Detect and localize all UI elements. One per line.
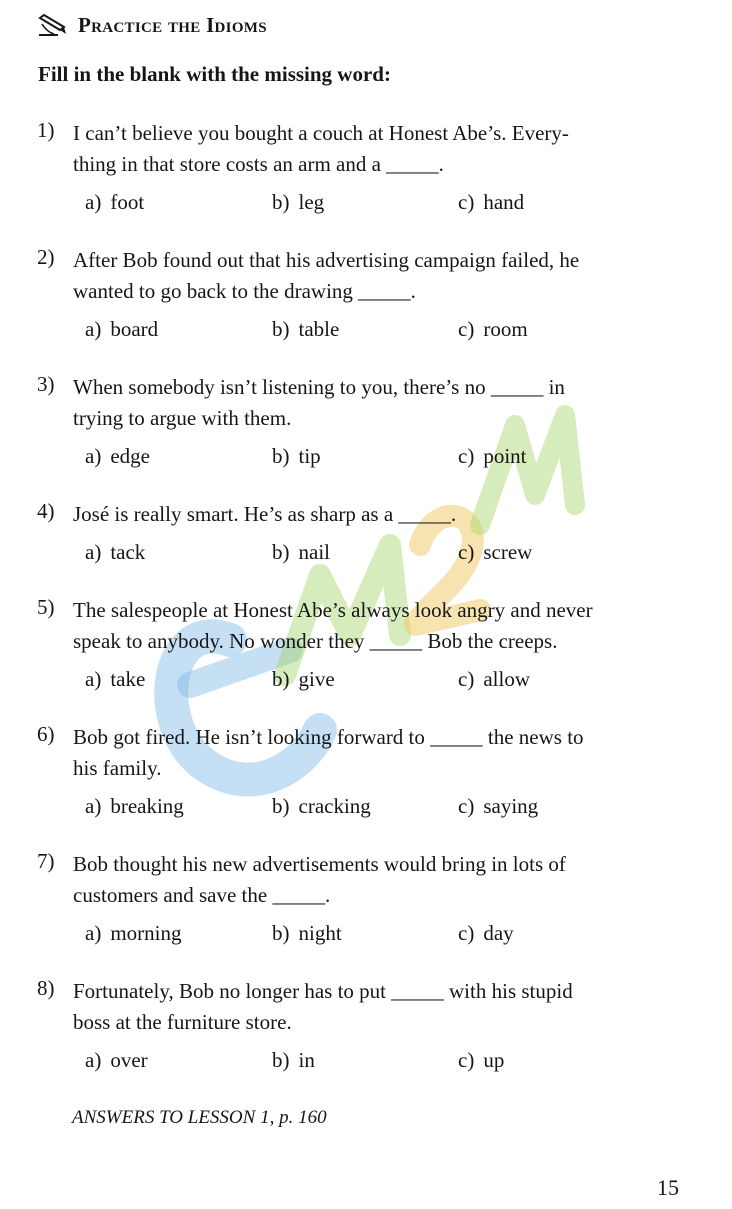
option-letter: b) — [272, 667, 290, 691]
question-text — [73, 849, 697, 911]
option-letter: c) — [458, 540, 475, 564]
answer-option — [458, 540, 532, 565]
answer-option — [85, 190, 144, 215]
option-letter: a) — [85, 190, 102, 214]
option-text: table — [298, 317, 340, 341]
question-line: trying to argue with them. — [73, 406, 292, 430]
option-letter: c) — [458, 317, 475, 341]
answer-option — [272, 921, 342, 946]
option-text: nail — [298, 540, 330, 564]
option-letter: c) — [458, 1048, 475, 1072]
answer-option — [458, 190, 524, 215]
answer-option — [85, 1048, 148, 1073]
answer-option — [85, 921, 182, 946]
question-number: 4) — [37, 499, 55, 523]
option-text: cracking — [298, 794, 371, 818]
question-line: The salespeople at Honest Abe’s always look angry and never — [73, 598, 593, 622]
option-letter: b) — [272, 444, 290, 468]
answer-option — [272, 667, 335, 692]
section-header — [38, 10, 267, 40]
option-text: breaking — [110, 794, 184, 818]
option-text: leg — [298, 190, 325, 214]
option-text: board — [110, 317, 159, 341]
question-number: 8) — [37, 976, 55, 1000]
question-number: 6) — [37, 722, 55, 746]
option-letter: b) — [272, 794, 290, 818]
answer-option — [272, 794, 371, 819]
option-letter: c) — [458, 190, 475, 214]
option-text: morning — [110, 921, 182, 945]
answers-reference: ANSWERS TO LESSON 1, p. 160 — [72, 1107, 327, 1128]
option-letter: c) — [458, 667, 475, 691]
option-text: day — [483, 921, 514, 945]
page-number: 15 — [657, 1175, 679, 1200]
option-text: take — [110, 667, 146, 691]
option-text: up — [483, 1048, 505, 1072]
option-text: tip — [298, 444, 321, 468]
question-line: José is really smart. He’s as sharp as a _____. — [73, 502, 457, 526]
option-letter: c) — [458, 794, 475, 818]
question-number: 1) — [37, 118, 55, 142]
section-title: Practice the Idioms — [78, 12, 267, 37]
answer-option — [458, 667, 530, 692]
option-text: allow — [483, 667, 530, 691]
option-letter: a) — [85, 444, 102, 468]
option-text: room — [483, 317, 528, 341]
option-letter: c) — [458, 444, 475, 468]
answer-option — [272, 317, 339, 342]
question-line: Bob got fired. He isn’t looking forward to _____ the news to — [73, 725, 584, 749]
option-text: hand — [483, 190, 525, 214]
question-text — [73, 976, 697, 1038]
question-line: thing in that store costs an arm and a _____. — [73, 152, 444, 176]
option-letter: b) — [272, 1048, 290, 1072]
option-text: foot — [110, 190, 145, 214]
option-text: give — [298, 667, 335, 691]
question-text — [73, 372, 697, 434]
option-letter: a) — [85, 794, 102, 818]
option-letter: a) — [85, 667, 102, 691]
question-line: speak to anybody. No wonder they _____ Bob the creeps. — [73, 629, 558, 653]
question-number: 7) — [37, 849, 55, 873]
question-text — [73, 245, 697, 307]
question-text — [73, 118, 697, 180]
answer-option — [458, 444, 527, 469]
option-text: over — [110, 1048, 148, 1072]
option-text: screw — [483, 540, 533, 564]
option-letter: a) — [85, 540, 102, 564]
option-letter: b) — [272, 921, 290, 945]
answer-option — [458, 794, 538, 819]
question-line: When somebody isn’t listening to you, there’s no _____ in — [73, 375, 565, 399]
answer-option — [85, 444, 150, 469]
option-text: point — [483, 444, 527, 468]
question-number: 5) — [37, 595, 55, 619]
answer-option — [458, 921, 514, 946]
question-text — [73, 499, 697, 530]
question-line: wanted to go back to the drawing _____. — [73, 279, 416, 303]
answer-option — [272, 190, 324, 215]
question-line: boss at the furniture store. — [73, 1010, 292, 1034]
question-line: customers and save the _____. — [73, 883, 331, 907]
answer-option — [458, 317, 528, 342]
option-text: tack — [110, 540, 146, 564]
question-line: I can’t believe you bought a couch at Honest Abe’s. Every- — [73, 121, 569, 145]
answer-option — [85, 317, 158, 342]
question-line: his family. — [73, 756, 162, 780]
answer-option — [272, 444, 321, 469]
question-line: Bob thought his new advertisements would bring in lots of — [73, 852, 566, 876]
question-number: 2) — [37, 245, 55, 269]
answer-option — [272, 540, 330, 565]
option-letter: b) — [272, 190, 290, 214]
question-text — [73, 595, 697, 657]
instructions: Fill in the blank with the missing word: — [38, 62, 391, 86]
question-line: Fortunately, Bob no longer has to put _____ with his stupid — [73, 979, 573, 1003]
option-letter: a) — [85, 921, 102, 945]
question-line: After Bob found out that his advertising campaign failed, he — [73, 248, 580, 272]
answer-option — [272, 1048, 315, 1073]
question-number: 3) — [37, 372, 55, 396]
answer-option — [85, 667, 145, 692]
answer-option — [458, 1048, 504, 1073]
option-letter: c) — [458, 921, 475, 945]
option-letter: b) — [272, 540, 290, 564]
option-text: edge — [110, 444, 150, 468]
answer-option — [85, 540, 145, 565]
option-letter: a) — [85, 317, 102, 341]
option-letter: a) — [85, 1048, 102, 1072]
question-text — [73, 722, 697, 784]
pencil-icon — [38, 14, 68, 36]
option-text: night — [298, 921, 342, 945]
option-text: saying — [483, 794, 539, 818]
option-text: in — [298, 1048, 315, 1072]
option-letter: b) — [272, 317, 290, 341]
answer-option — [85, 794, 184, 819]
